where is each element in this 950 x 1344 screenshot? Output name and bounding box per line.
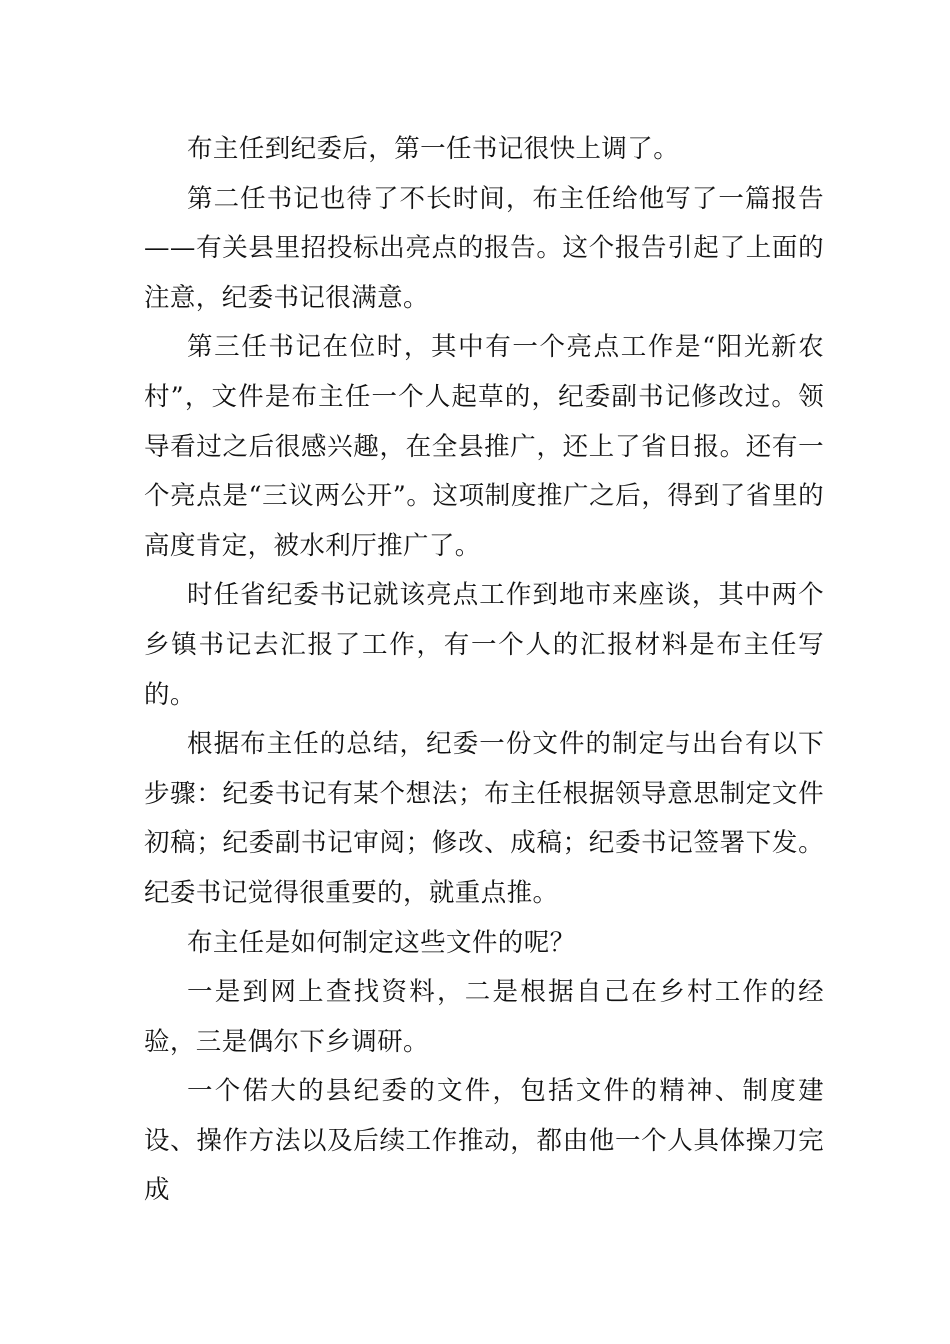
paragraph-2: 第二任书记也待了不长时间，布主任给他写了一篇报告——有关县里招投标出亮点的报告。这个报告引起了上面的注意，纪委书记很满意。 bbox=[144, 183, 824, 313]
paragraph-3: 第三任书记在位时，其中有一个亮点工作是“阳光新农村”，文件是布主任一个人起草的，纪委副书记修改过。领导看过之后很感兴趣，在全县推广，还上了省日报。还有一个亮点是“三议两公开”。这项制度推广之后，得到了省里的高度肯定，被水利厅推广了。 bbox=[144, 332, 824, 561]
paragraph-7: 一是到网上查找资料，二是根据自己在乡村工作的经验，三是偶尔下乡调研。 bbox=[144, 977, 824, 1057]
paragraph-8: 一个偌大的县纪委的文件，包括文件的精神、制度建设、操作方法以及后续工作推动，都由他一个人具体操刀完成 bbox=[144, 1076, 824, 1206]
paragraph-6: 布主任是如何制定这些文件的呢？ bbox=[187, 927, 576, 958]
document-body bbox=[144, 125, 824, 1216]
paragraph-5: 根据布主任的总结，纪委一份文件的制定与出台有以下步骤：纪委书记有某个想法；布主任根据领导意思制定文件初稿；纪委副书记审阅；修改、成稿；纪委书记签署下发。纪委书记觉得很重要的，就重点推。 bbox=[144, 729, 824, 908]
paragraph-4: 时任省纪委书记就该亮点工作到地市来座谈，其中两个乡镇书记去汇报了工作，有一个人的汇报材料是布主任写的。 bbox=[144, 580, 824, 710]
paragraph-1: 布主任到纪委后，第一任书记很快上调了。 bbox=[187, 134, 680, 164]
